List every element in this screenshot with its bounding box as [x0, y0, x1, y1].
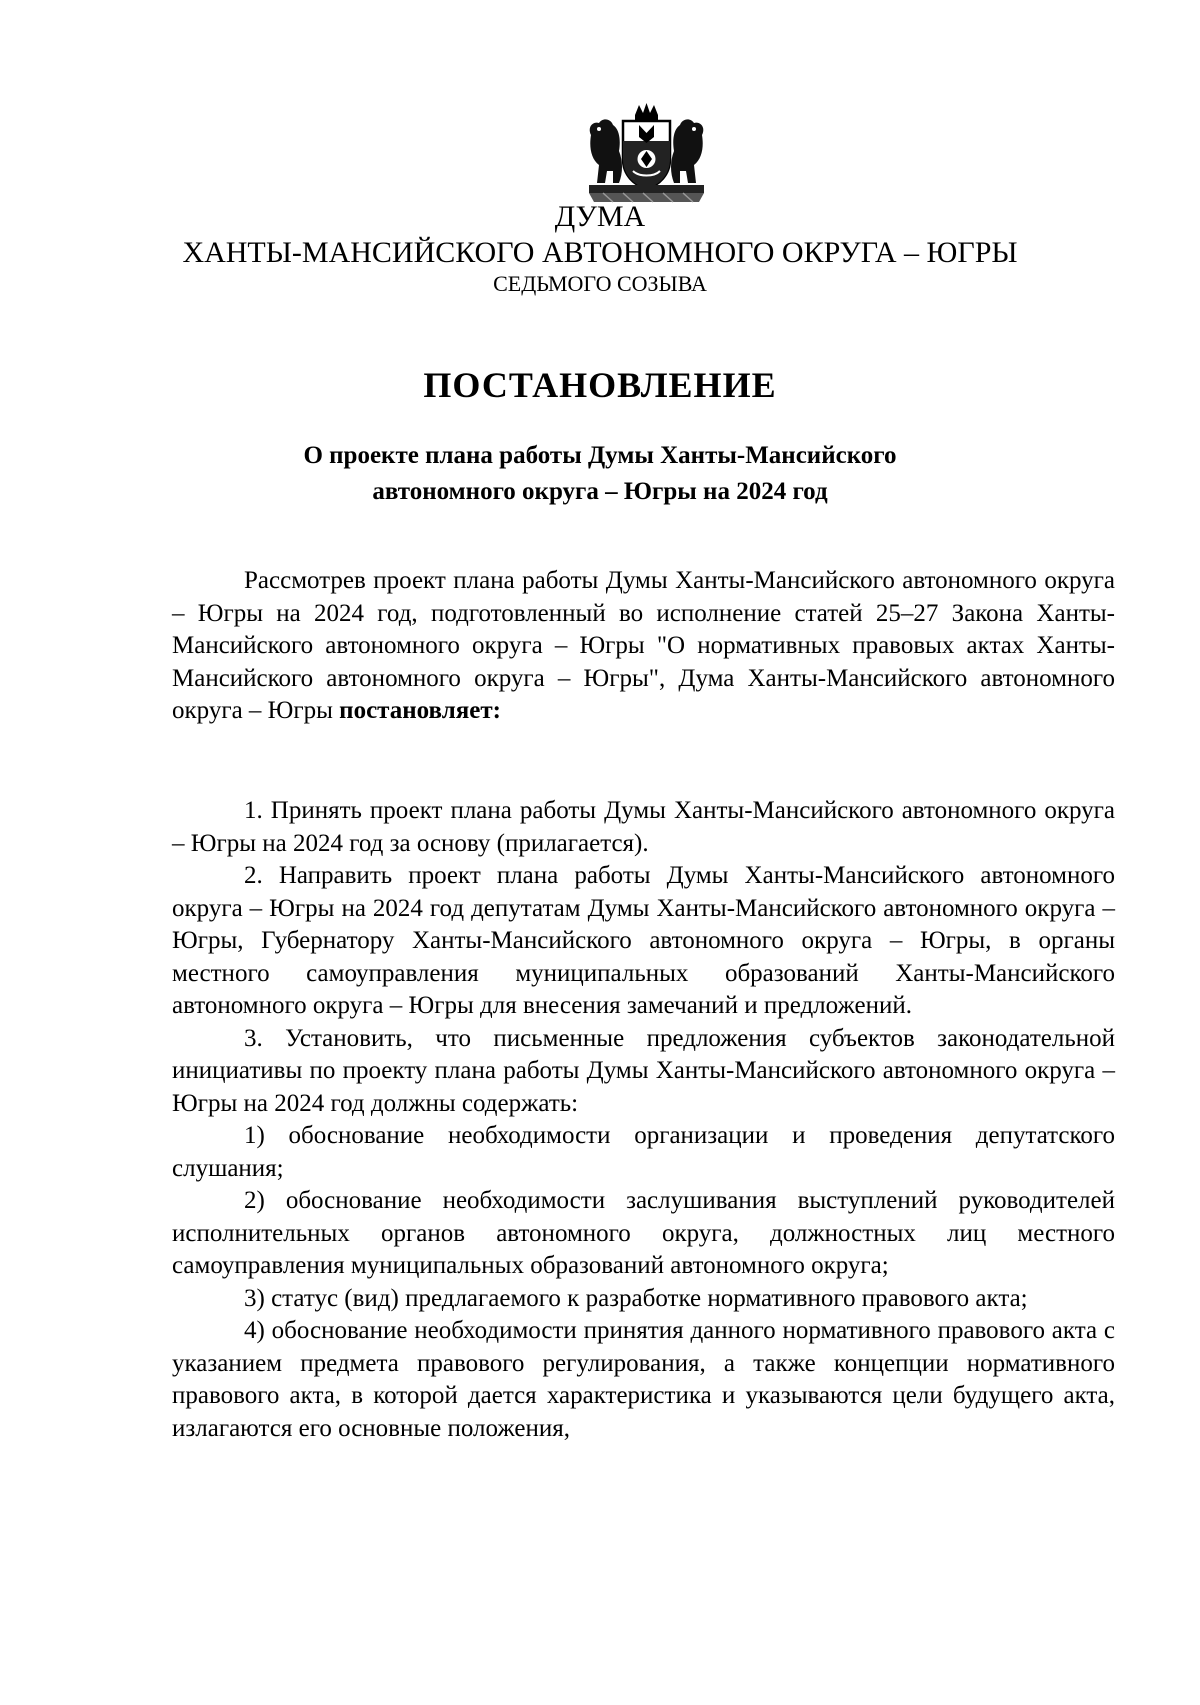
list-item: 2) обоснование необходимости заслушивания выступлений руководителей исполнительных органов автономного округа, должностных лиц местного самоуправления муниципальных образований автономного округа;: [172, 1187, 1115, 1279]
preamble-paragraph: [172, 565, 1115, 728]
coat-of-arms-icon: [583, 101, 710, 204]
list-item: 1. Принять проект плана работы Думы Ханты-Мансийского автономного округа – Югры на 2024 год за основу (прилагается).: [172, 797, 1115, 857]
resolves-word: постановляет:: [339, 697, 501, 724]
list-item: 4) обоснование необходимости принятия данного нормативного правового акта с указанием предмета правового регулирования, а также концепции нормативного правового акта, в которой дается характеристика и указываются цели будущего акта, излагаются его основные положения,: [172, 1317, 1115, 1442]
org-convocation: СЕДЬМОГО СОЗЫВА: [493, 271, 707, 296]
document-title-line: автономного округа – Югры на 2024 год: [372, 478, 828, 505]
org-name-region: ХАНТЫ-МАНСИЙСКОГО АВТОНОМНОГО ОКРУГА – ЮГРЫ: [182, 236, 1018, 269]
list-item: 1) обоснование необходимости организации и проведения депутатского слушания;: [172, 1122, 1115, 1182]
document-type: ПОСТАНОВЛЕНИЕ: [423, 365, 777, 405]
document-title: [0, 438, 1200, 510]
document-title-line: О проекте плана работы Думы Ханты-Мансийского: [303, 442, 897, 469]
org-name-duma: ДУМА: [554, 200, 646, 233]
list-item: 3) статус (вид) предлагаемого к разработке нормативного правового акта;: [244, 1284, 1028, 1312]
resolution-items: [172, 795, 1115, 1445]
list-item: 3. Установить, что письменные предложения субъектов законодательной инициативы по проекту плана работы Думы Ханты-Мансийского автономного округа – Югры на 2024 год должны содержать:: [172, 1024, 1115, 1117]
list-item: 2. Направить проект плана работы Думы Ханты-Мансийского автономного округа – Югры на 2024 год депутатам Думы Ханты-Мансийского автономного округа – Югры, Губернатору Ханты-Мансийского автономного округа – Югры, в органы местного самоуправления муниципальных образований Ханты-Мансийского автономного округа – Югры для внесения замечаний и предложений.: [172, 862, 1115, 1019]
preamble-text: Рассмотрев проект плана работы Думы Ханты-Мансийского автономного округа – Югры на 2024 год, подготовленный во исполнение статей 25–27 Закона Ханты-Мансийского автономного округа – Югры "О нормативных правовых актах Ханты-Мансийского автономного округа – Югры", Дума Ханты-Мансийского автономного округа – Югры: [172, 567, 1115, 724]
preamble: [172, 565, 1115, 728]
